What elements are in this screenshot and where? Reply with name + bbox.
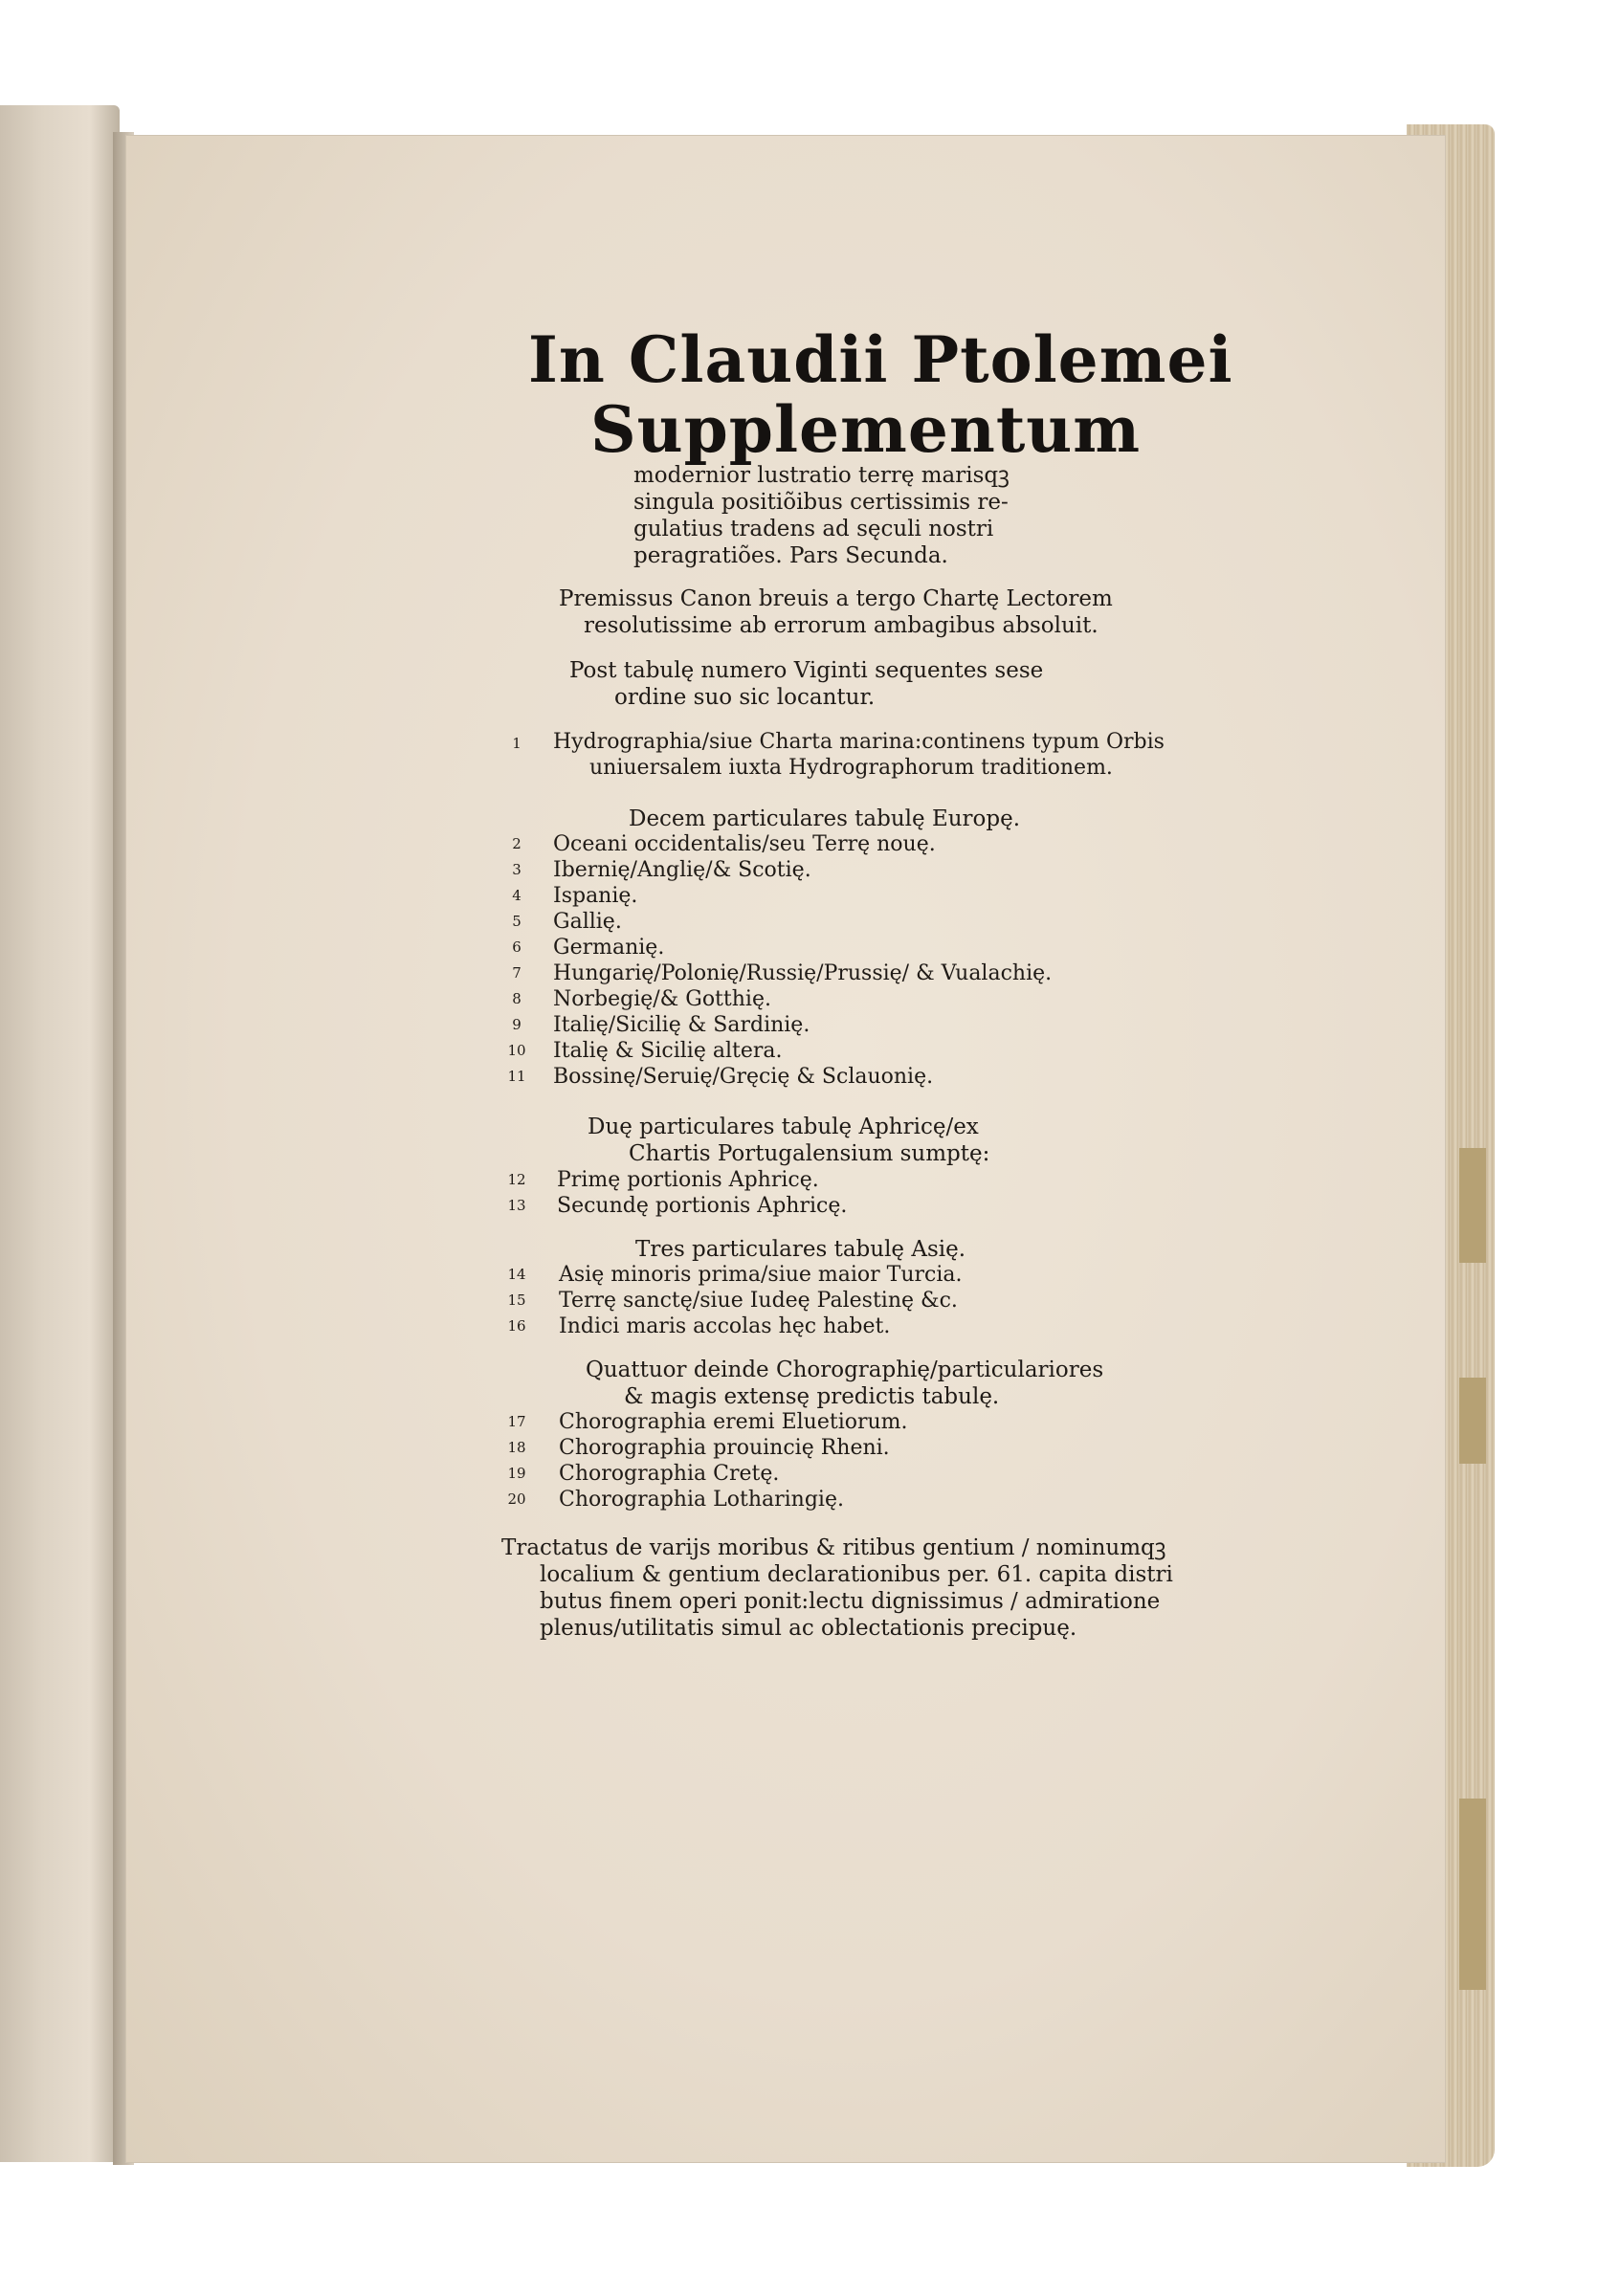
entry-label: Germanię. bbox=[553, 936, 665, 960]
entry-number: 11 bbox=[507, 1068, 526, 1085]
page-tab bbox=[1459, 1799, 1486, 1990]
tractatus-line: localium & gentium declarationibus per. 61. capita distri bbox=[540, 1562, 1173, 1587]
entry-number: 14 bbox=[507, 1266, 526, 1283]
entry-label: Italię/Sicilię & Sardinię. bbox=[553, 1013, 810, 1037]
title-line-1: In Claudii Ptolemei bbox=[528, 322, 1233, 397]
entry-label: Secundę portionis Aphricę. bbox=[557, 1194, 848, 1218]
entry-number: 10 bbox=[507, 1042, 526, 1059]
section-heading-chorographia: Quattuor deinde Chorographię/particulariores bbox=[586, 1358, 1104, 1382]
entry-number: 17 bbox=[507, 1413, 526, 1430]
entry-label: Chorographia Cretę. bbox=[559, 1462, 780, 1486]
entry-label: Hungarię/Polonię/Russię/Prussię/ & Vualachię. bbox=[553, 961, 1053, 985]
entry-number: 6 bbox=[512, 938, 522, 956]
entry-label: Oceani occidentalis/seu Terrę nouę. bbox=[553, 832, 936, 856]
section-heading-africa: Duę particulares tabulę Aphricę/ex bbox=[588, 1115, 979, 1139]
entry-number: 18 bbox=[507, 1439, 526, 1456]
entry-label: Norbegię/& Gotthię. bbox=[553, 987, 771, 1011]
section-heading-europe: Decem particulares tabulę Europę. bbox=[629, 806, 1021, 831]
entry-number: 5 bbox=[512, 913, 522, 930]
entry-number: 7 bbox=[512, 964, 522, 982]
entry-number: 20 bbox=[507, 1490, 526, 1508]
left-page bbox=[0, 105, 120, 2162]
subtitle-line: peragratiões. Pars Secunda. bbox=[633, 543, 948, 568]
entry-label: Bossinę/Seruię/Gręcię & Sclauonię. bbox=[553, 1065, 934, 1089]
entry-number: 3 bbox=[512, 861, 522, 878]
tractatus-line: plenus/utilitatis simul ac oblectationis precipuę. bbox=[540, 1616, 1077, 1641]
tractatus-line: Tractatus de varijs moribus & ritibus gentium / nominumqꝫ bbox=[501, 1535, 1166, 1560]
tractatus-line: butus finem operi ponit:lectu dignissimus / admiratione bbox=[540, 1589, 1161, 1614]
entry-label: Indici maris accolas hęc habet. bbox=[559, 1314, 891, 1338]
entry-number: 4 bbox=[512, 887, 522, 904]
subtitle-line: modernior lustratio terrę marisqꝫ bbox=[633, 463, 1010, 488]
post-tabule-line: Post tabulę numero Viginti sequentes sese bbox=[569, 658, 1044, 683]
entry-label: Ispanię. bbox=[553, 884, 638, 908]
entry-number: 13 bbox=[507, 1197, 526, 1214]
entry-label: Gallię. bbox=[553, 910, 622, 934]
entry-label: Primę portionis Aphricę. bbox=[557, 1168, 819, 1192]
entry-label: Asię minoris prima/siue maior Turcia. bbox=[559, 1263, 963, 1287]
section-heading-chorographia: & magis extensę predictis tabulę. bbox=[624, 1384, 1000, 1409]
entry-label: Terrę sanctę/siue Iudeę Palestinę &c. bbox=[559, 1289, 958, 1313]
entry-label: Chorographia Lotharingię. bbox=[559, 1488, 844, 1512]
premissus-line: Premissus Canon breuis a tergo Chartę Lectorem bbox=[559, 586, 1113, 611]
entry-label: Chorographia eremi Eluetiorum. bbox=[559, 1410, 908, 1434]
subtitle-line: gulatius tradens ad sęculi nostri bbox=[633, 517, 994, 541]
title-line-2: Supplementum bbox=[590, 392, 1142, 467]
entry-number: 2 bbox=[512, 835, 522, 852]
page-tab bbox=[1459, 1148, 1486, 1263]
premissus-line: resolutissime ab errorum ambagibus absoluit. bbox=[584, 613, 1099, 638]
post-tabule-line: ordine suo sic locantur. bbox=[614, 685, 876, 710]
entry-label: Chorographia prouincię Rheni. bbox=[559, 1436, 890, 1460]
entry-line: uniuersalem iuxta Hydrographorum traditionem. bbox=[589, 756, 1113, 780]
entry-label: Ibernię/Anglię/& Scotię. bbox=[553, 858, 811, 882]
entry-number: 15 bbox=[507, 1292, 526, 1309]
entry-label: Italię & Sicilię altera. bbox=[553, 1039, 783, 1063]
subtitle-line: singula positiõibus certissimis re- bbox=[633, 490, 1009, 515]
title-page bbox=[126, 136, 1445, 2162]
entry-number: 12 bbox=[507, 1171, 526, 1188]
entry-number: 8 bbox=[512, 990, 522, 1007]
entry-line: Hydrographia/siue Charta marina:continens typum Orbis bbox=[553, 730, 1165, 754]
page-tab bbox=[1459, 1378, 1486, 1464]
entry-number: 9 bbox=[512, 1016, 522, 1033]
section-heading-africa: Chartis Portugalensium sumptę: bbox=[629, 1141, 990, 1166]
section-heading-asia: Tres particulares tabulę Asię. bbox=[635, 1237, 966, 1262]
entry-number: 19 bbox=[507, 1465, 526, 1482]
entry-number: 1 bbox=[512, 735, 522, 752]
entry-number: 16 bbox=[507, 1317, 526, 1335]
